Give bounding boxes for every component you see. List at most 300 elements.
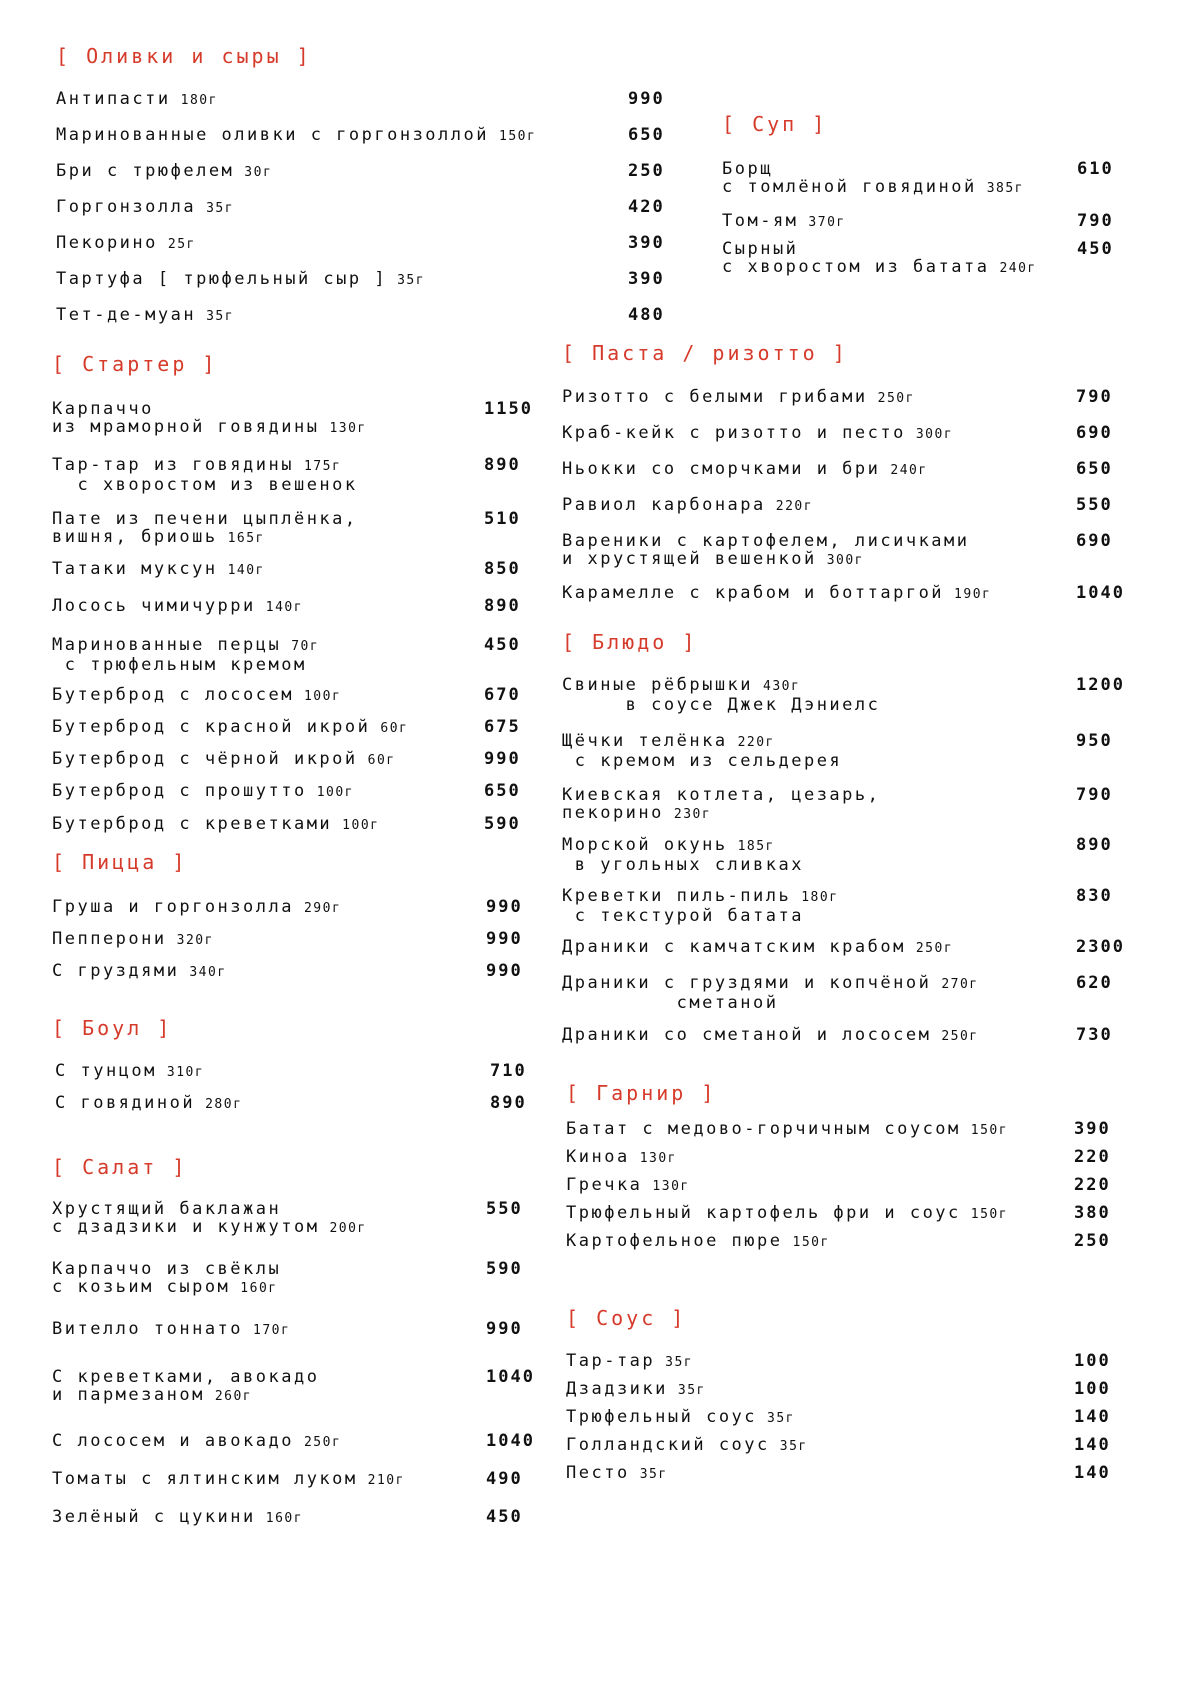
item-weight: 300г bbox=[915, 427, 954, 442]
menu-item bbox=[55, 1094, 570, 1114]
menu-item bbox=[52, 456, 564, 494]
item-weight: 210г bbox=[367, 1473, 405, 1488]
item-weight: 200г bbox=[329, 1221, 367, 1236]
item-name: С креветками, авокадо bbox=[52, 1367, 320, 1387]
item-price: 710 bbox=[490, 1061, 527, 1081]
menu-item bbox=[52, 1508, 566, 1528]
item-name: Сырный bbox=[722, 239, 799, 259]
item-subtitle bbox=[52, 1278, 566, 1298]
item-weight: 130г bbox=[329, 421, 367, 436]
item-price: 990 bbox=[628, 89, 665, 109]
item-name-line bbox=[566, 1436, 1154, 1456]
item-price: 650 bbox=[628, 125, 665, 145]
item-price: 590 bbox=[484, 814, 521, 834]
item-name: Батат с медово-горчичным соусом bbox=[566, 1119, 961, 1139]
item-price: 790 bbox=[1077, 211, 1114, 231]
item-price: 100 bbox=[1074, 1379, 1111, 1399]
item-weight: 160г bbox=[265, 1511, 304, 1526]
item-subtitle bbox=[52, 476, 564, 494]
item-name: Картофельное пюре bbox=[566, 1231, 783, 1251]
item-weight: 35г bbox=[677, 1383, 706, 1398]
item-subtitle-text: из мраморной говядины bbox=[52, 417, 320, 437]
item-name-line bbox=[562, 732, 1156, 752]
item-subtitle bbox=[52, 656, 564, 674]
item-name: Пате из печени цыплёнка, bbox=[52, 509, 358, 529]
item-name: Вителло тоннато bbox=[52, 1319, 244, 1339]
item-name: Драники с камчатским крабом bbox=[562, 937, 906, 957]
item-subtitle-text: с хворостом из батата bbox=[722, 257, 990, 277]
item-name: Антипасти bbox=[56, 89, 171, 109]
item-name: Борщ bbox=[722, 159, 773, 179]
item-name-line bbox=[562, 938, 1156, 958]
item-price: 990 bbox=[486, 929, 523, 949]
item-weight: 100г bbox=[316, 785, 355, 800]
item-price: 610 bbox=[1077, 159, 1114, 179]
item-name: Ньокки со сморчками и бри bbox=[562, 459, 881, 479]
item-price: 390 bbox=[1074, 1119, 1111, 1139]
item-name-line bbox=[566, 1176, 1154, 1196]
menu-item bbox=[52, 1368, 566, 1406]
item-price: 450 bbox=[484, 635, 521, 655]
menu-item bbox=[562, 496, 1156, 516]
menu-item bbox=[52, 1432, 566, 1452]
menu-item bbox=[562, 732, 1156, 770]
menu-item bbox=[566, 1204, 1154, 1224]
item-weight: 385г bbox=[986, 181, 1025, 196]
item-price: 890 bbox=[484, 455, 521, 475]
section-soup bbox=[722, 112, 827, 158]
section-title: [ Блюдо ] bbox=[562, 630, 698, 654]
item-subtitle-text: с трюфельным кремом bbox=[52, 655, 307, 675]
item-weight: 60г bbox=[367, 753, 396, 768]
item-price: 890 bbox=[490, 1093, 527, 1113]
item-price: 990 bbox=[486, 961, 523, 981]
item-price: 140 bbox=[1074, 1463, 1111, 1483]
item-weight: 30г bbox=[244, 165, 273, 180]
item-name: Дзадзики bbox=[566, 1379, 668, 1399]
item-name-line bbox=[566, 1408, 1154, 1428]
item-price: 790 bbox=[1076, 387, 1113, 407]
item-name: Пепперони bbox=[52, 929, 167, 949]
item-price: 850 bbox=[484, 559, 521, 579]
section-pizza bbox=[52, 850, 187, 896]
menu-item bbox=[52, 597, 564, 617]
item-name: Бри с трюфелем bbox=[56, 161, 235, 181]
section-starter bbox=[52, 352, 217, 398]
item-weight: 290г bbox=[303, 901, 342, 916]
item-name-line bbox=[562, 887, 1156, 907]
item-subtitle-text: с кремом из сельдерея bbox=[562, 751, 843, 771]
item-weight: 175г bbox=[303, 459, 342, 474]
item-weight: 320г bbox=[176, 933, 214, 948]
item-weight: 150г bbox=[792, 1235, 830, 1250]
item-name-line bbox=[566, 1120, 1154, 1140]
item-name: Карпаччо bbox=[52, 399, 154, 419]
item-price: 220 bbox=[1074, 1175, 1111, 1195]
section-title: [ Соус ] bbox=[566, 1306, 687, 1330]
menu-item bbox=[562, 460, 1156, 480]
item-name-line bbox=[566, 1464, 1154, 1484]
item-name: Карпаччо из свёклы bbox=[52, 1259, 282, 1279]
item-price: 675 bbox=[484, 717, 521, 737]
menu-item bbox=[566, 1176, 1154, 1196]
item-name: Бутерброд с красной икрой bbox=[52, 717, 371, 737]
item-price: 790 bbox=[1076, 785, 1113, 805]
item-name: Трюфельный соус bbox=[566, 1407, 758, 1427]
item-name: Голландский соус bbox=[566, 1435, 770, 1455]
item-price: 380 bbox=[1074, 1203, 1111, 1223]
item-name: Креветки пиль-пиль bbox=[562, 886, 792, 906]
menu-item bbox=[55, 1062, 570, 1082]
menu-item bbox=[566, 1232, 1154, 1252]
item-price: 1040 bbox=[486, 1431, 535, 1451]
item-name-line bbox=[566, 1204, 1154, 1224]
item-name: Трюфельный картофель фри и соус bbox=[566, 1203, 961, 1223]
item-name: Татаки муксун bbox=[52, 559, 218, 579]
menu-item bbox=[566, 1120, 1154, 1140]
item-price: 650 bbox=[1076, 459, 1113, 479]
item-weight: 250г bbox=[941, 1029, 979, 1044]
item-subtitle-text: с козьим сыром bbox=[52, 1277, 231, 1297]
item-weight: 240г bbox=[890, 463, 928, 478]
menu-item bbox=[722, 212, 1157, 232]
menu-item bbox=[52, 898, 566, 918]
item-subtitle-text: в угольных сливках bbox=[562, 855, 804, 875]
item-weight: 150г bbox=[970, 1123, 1009, 1138]
menu-item bbox=[52, 962, 566, 982]
item-name-line bbox=[566, 1148, 1154, 1168]
item-weight: 190г bbox=[954, 587, 992, 602]
item-weight: 300г bbox=[826, 553, 865, 568]
item-name: Вареники с картофелем, лисичками bbox=[562, 531, 970, 551]
menu-item bbox=[562, 388, 1156, 408]
item-price: 510 bbox=[484, 509, 521, 529]
item-price: 140 bbox=[1074, 1407, 1111, 1427]
menu-item bbox=[566, 1464, 1154, 1484]
item-subtitle bbox=[562, 752, 1156, 770]
item-name: Бутерброд с лососем bbox=[52, 685, 294, 705]
item-name-line bbox=[566, 1380, 1154, 1400]
section-title: [ Оливки и сыры ] bbox=[56, 44, 312, 68]
item-name: Тар-тар из говядины bbox=[52, 455, 294, 475]
item-subtitle-text: с текстурой батата bbox=[562, 906, 804, 926]
item-name: С груздями bbox=[52, 961, 180, 981]
item-weight: 220г bbox=[775, 499, 814, 514]
section-olives bbox=[56, 44, 312, 90]
item-subtitle bbox=[562, 907, 1156, 925]
section-salad bbox=[52, 1155, 187, 1201]
item-weight: 430г bbox=[763, 679, 801, 694]
item-name: С лососем и авокадо bbox=[52, 1431, 294, 1451]
menu-item bbox=[562, 786, 1156, 824]
item-price: 250 bbox=[1074, 1231, 1111, 1251]
menu-item bbox=[562, 532, 1156, 570]
menu-item bbox=[52, 815, 564, 835]
item-price: 990 bbox=[484, 749, 521, 769]
item-weight: 340г bbox=[189, 965, 227, 980]
section-bowl bbox=[52, 1016, 172, 1062]
item-subtitle bbox=[562, 550, 1156, 570]
item-weight: 35г bbox=[639, 1467, 668, 1482]
item-subtitle bbox=[52, 1386, 566, 1406]
item-name-line bbox=[562, 974, 1156, 994]
section-title: [ Гарнир ] bbox=[566, 1081, 717, 1105]
item-name-line bbox=[56, 306, 708, 326]
item-weight: 150г bbox=[499, 129, 537, 144]
menu-item bbox=[562, 836, 1156, 874]
item-name: Тар-тар bbox=[566, 1351, 656, 1371]
item-weight: 310г bbox=[166, 1065, 205, 1080]
item-name: Маринованные перцы bbox=[52, 635, 282, 655]
item-weight: 150г bbox=[970, 1207, 1009, 1222]
item-subtitle bbox=[722, 258, 1157, 278]
menu-item bbox=[562, 1026, 1156, 1046]
section-title: [ Стартер ] bbox=[52, 352, 218, 376]
item-weight: 130г bbox=[639, 1151, 677, 1166]
item-subtitle-text: сметаной bbox=[562, 993, 779, 1013]
item-name: Гречка bbox=[566, 1175, 643, 1195]
item-name: Маринованные оливки с горгонзоллой bbox=[56, 125, 489, 145]
item-weight: 60г bbox=[380, 721, 409, 736]
item-subtitle bbox=[722, 178, 1157, 198]
item-name: Морской окунь bbox=[562, 835, 728, 855]
item-name-line bbox=[562, 1026, 1156, 1046]
item-weight: 140г bbox=[227, 563, 265, 578]
item-name-line bbox=[562, 836, 1156, 856]
item-name-line bbox=[562, 496, 1156, 516]
item-price: 390 bbox=[628, 233, 665, 253]
item-price: 690 bbox=[1076, 531, 1113, 551]
item-price: 390 bbox=[628, 269, 665, 289]
menu-item bbox=[52, 750, 564, 770]
item-name-line bbox=[562, 460, 1156, 480]
item-weight: 165г bbox=[227, 531, 265, 546]
item-name-line bbox=[56, 90, 708, 110]
item-price: 550 bbox=[1076, 495, 1113, 515]
section-mains bbox=[562, 630, 697, 676]
item-name-line bbox=[56, 126, 708, 146]
item-weight: 140г bbox=[265, 600, 304, 615]
item-name: Киноа bbox=[566, 1147, 630, 1167]
menu-item bbox=[52, 510, 564, 548]
item-subtitle-text: с хворостом из вешенок bbox=[52, 475, 358, 495]
menu-item bbox=[52, 560, 564, 580]
item-subtitle bbox=[562, 804, 1156, 824]
item-weight: 170г bbox=[253, 1323, 291, 1338]
item-weight: 100г bbox=[342, 818, 380, 833]
item-weight: 35г bbox=[397, 273, 426, 288]
item-name-line bbox=[566, 1232, 1154, 1252]
item-weight: 180г bbox=[801, 890, 839, 905]
item-price: 830 bbox=[1076, 886, 1113, 906]
item-weight: 370г bbox=[808, 215, 846, 230]
item-weight: 35г bbox=[206, 201, 235, 216]
menu-item bbox=[722, 240, 1157, 278]
menu-item bbox=[562, 676, 1156, 714]
item-name: С говядиной bbox=[55, 1093, 196, 1113]
item-weight: 260г bbox=[214, 1389, 253, 1404]
item-price: 730 bbox=[1076, 1025, 1113, 1045]
menu-item bbox=[52, 1470, 566, 1490]
item-subtitle bbox=[52, 1218, 566, 1238]
item-name: Бутерброд с креветками bbox=[52, 814, 333, 834]
item-price: 480 bbox=[628, 305, 665, 325]
item-weight: 250г bbox=[915, 941, 954, 956]
item-name: Щёчки телёнка bbox=[562, 731, 728, 751]
item-price: 250 bbox=[628, 161, 665, 181]
item-weight: 160г bbox=[240, 1281, 278, 1296]
item-name: Киевская котлета, цезарь, bbox=[562, 785, 881, 805]
item-weight: 70г bbox=[291, 639, 320, 654]
item-price: 450 bbox=[1077, 239, 1114, 259]
menu-item bbox=[562, 584, 1156, 604]
item-name: Карамелле с крабом и боттаргой bbox=[562, 583, 945, 603]
item-name: Лосось чимичурри bbox=[52, 596, 256, 616]
section-title: [ Пицца ] bbox=[52, 850, 188, 874]
item-price: 690 bbox=[1076, 423, 1113, 443]
item-subtitle-text: с дзадзики и кунжутом bbox=[52, 1217, 320, 1237]
item-name: Бутерброд с прошутто bbox=[52, 781, 307, 801]
item-name: Тартуфа [ трюфельный сыр ] bbox=[56, 269, 388, 289]
item-weight: 240г bbox=[999, 261, 1037, 276]
item-name: Тет-де-муан bbox=[56, 305, 197, 325]
item-weight: 25г bbox=[167, 237, 196, 252]
item-weight: 270г bbox=[941, 977, 979, 992]
item-weight: 35г bbox=[767, 1411, 796, 1426]
item-weight: 35г bbox=[665, 1355, 694, 1370]
item-name: Горгонзолла bbox=[56, 197, 197, 217]
item-name-line bbox=[562, 388, 1156, 408]
item-subtitle bbox=[562, 994, 1156, 1012]
menu-item bbox=[52, 1320, 566, 1340]
item-name-line bbox=[562, 786, 1156, 804]
item-name-line bbox=[562, 584, 1156, 604]
item-weight: 220г bbox=[737, 735, 775, 750]
menu-item bbox=[52, 718, 564, 738]
item-price: 890 bbox=[1076, 835, 1113, 855]
item-price: 2300 bbox=[1076, 937, 1125, 957]
menu-item bbox=[56, 90, 708, 110]
item-name: Драники с груздями и копчёной bbox=[562, 973, 932, 993]
item-name: Ризотто с белыми грибами bbox=[562, 387, 868, 407]
section-title: [ Салат ] bbox=[52, 1155, 188, 1179]
item-weight: 280г bbox=[205, 1097, 243, 1112]
item-subtitle-text: с томлёной говядиной bbox=[722, 177, 977, 197]
menu-item bbox=[52, 1260, 566, 1298]
item-name: Свиные рёбрышки bbox=[562, 675, 754, 695]
item-weight: 100г bbox=[303, 689, 342, 704]
item-weight: 35г bbox=[206, 309, 235, 324]
item-price: 1040 bbox=[486, 1367, 535, 1387]
item-name: Пекорино bbox=[56, 233, 158, 253]
item-price: 550 bbox=[486, 1199, 523, 1219]
item-name: Драники со сметаной и лососем bbox=[562, 1025, 932, 1045]
menu-item bbox=[566, 1436, 1154, 1456]
item-subtitle bbox=[562, 696, 1156, 714]
menu-item bbox=[52, 686, 564, 706]
item-subtitle-text: в соусе Джек Дэниелс bbox=[562, 695, 881, 715]
item-weight: 180г bbox=[180, 93, 218, 108]
item-price: 1040 bbox=[1076, 583, 1125, 603]
item-price: 990 bbox=[486, 897, 523, 917]
item-weight: 185г bbox=[737, 839, 775, 854]
item-price: 420 bbox=[628, 197, 665, 217]
menu-item bbox=[562, 424, 1156, 444]
item-name-line bbox=[56, 162, 708, 182]
item-name: Равиол карбонара bbox=[562, 495, 766, 515]
item-name-line bbox=[562, 676, 1156, 696]
item-name: Томаты с ялтинским луком bbox=[52, 1469, 358, 1489]
menu-item bbox=[52, 782, 564, 802]
item-name: Краб-кейк с ризотто и песто bbox=[562, 423, 906, 443]
item-name: С тунцом bbox=[55, 1061, 157, 1081]
menu-item bbox=[52, 1200, 566, 1238]
menu-item bbox=[566, 1148, 1154, 1168]
menu-item bbox=[566, 1352, 1154, 1372]
section-sauce bbox=[566, 1306, 686, 1352]
menu-item bbox=[56, 306, 708, 326]
item-price: 140 bbox=[1074, 1435, 1111, 1455]
menu-item bbox=[52, 400, 564, 438]
item-name: Том-ям bbox=[722, 211, 799, 231]
item-price: 1150 bbox=[484, 399, 533, 419]
item-subtitle-text: и пармезаном bbox=[52, 1385, 205, 1405]
item-name: Хрустящий баклажан bbox=[52, 1199, 282, 1219]
item-subtitle bbox=[562, 856, 1156, 874]
item-price: 220 bbox=[1074, 1147, 1111, 1167]
item-subtitle bbox=[52, 528, 564, 548]
menu-item bbox=[562, 887, 1156, 925]
item-weight: 250г bbox=[303, 1435, 342, 1450]
menu-item bbox=[56, 234, 708, 254]
item-subtitle-text: вишня, бриошь bbox=[52, 527, 218, 547]
section-title: [ Паста / ризотто ] bbox=[562, 341, 848, 365]
item-price: 1200 bbox=[1076, 675, 1125, 695]
menu-item bbox=[56, 198, 708, 218]
item-name: Зелёный с цукини bbox=[52, 1507, 256, 1527]
item-price: 620 bbox=[1076, 973, 1113, 993]
menu-item bbox=[52, 930, 566, 950]
item-price: 990 bbox=[486, 1319, 523, 1339]
item-price: 650 bbox=[484, 781, 521, 801]
item-price: 450 bbox=[486, 1507, 523, 1527]
item-price: 590 bbox=[486, 1259, 523, 1279]
item-name-line bbox=[566, 1352, 1154, 1372]
item-price: 100 bbox=[1074, 1351, 1111, 1371]
menu-item bbox=[56, 162, 708, 182]
item-name-line bbox=[56, 234, 708, 254]
item-name: Песто bbox=[566, 1463, 630, 1483]
item-price: 950 bbox=[1076, 731, 1113, 751]
menu-item bbox=[56, 126, 708, 146]
item-subtitle bbox=[52, 418, 564, 438]
menu-item bbox=[566, 1408, 1154, 1428]
item-weight: 35г bbox=[779, 1439, 808, 1454]
item-name: Бутерброд с чёрной икрой bbox=[52, 749, 358, 769]
item-subtitle-text: пекорино bbox=[562, 803, 664, 823]
item-name: Груша и горгонзолла bbox=[52, 897, 294, 917]
item-name-line bbox=[562, 424, 1156, 444]
section-pasta bbox=[562, 341, 848, 387]
menu-item bbox=[722, 160, 1157, 198]
item-name-line bbox=[56, 198, 708, 218]
item-price: 890 bbox=[484, 596, 521, 616]
menu-item bbox=[562, 938, 1156, 958]
item-price: 670 bbox=[484, 685, 521, 705]
item-weight: 250г bbox=[877, 391, 915, 406]
item-subtitle-text: и хрустящей вешенкой bbox=[562, 549, 817, 569]
section-title: [ Боул ] bbox=[52, 1016, 173, 1040]
